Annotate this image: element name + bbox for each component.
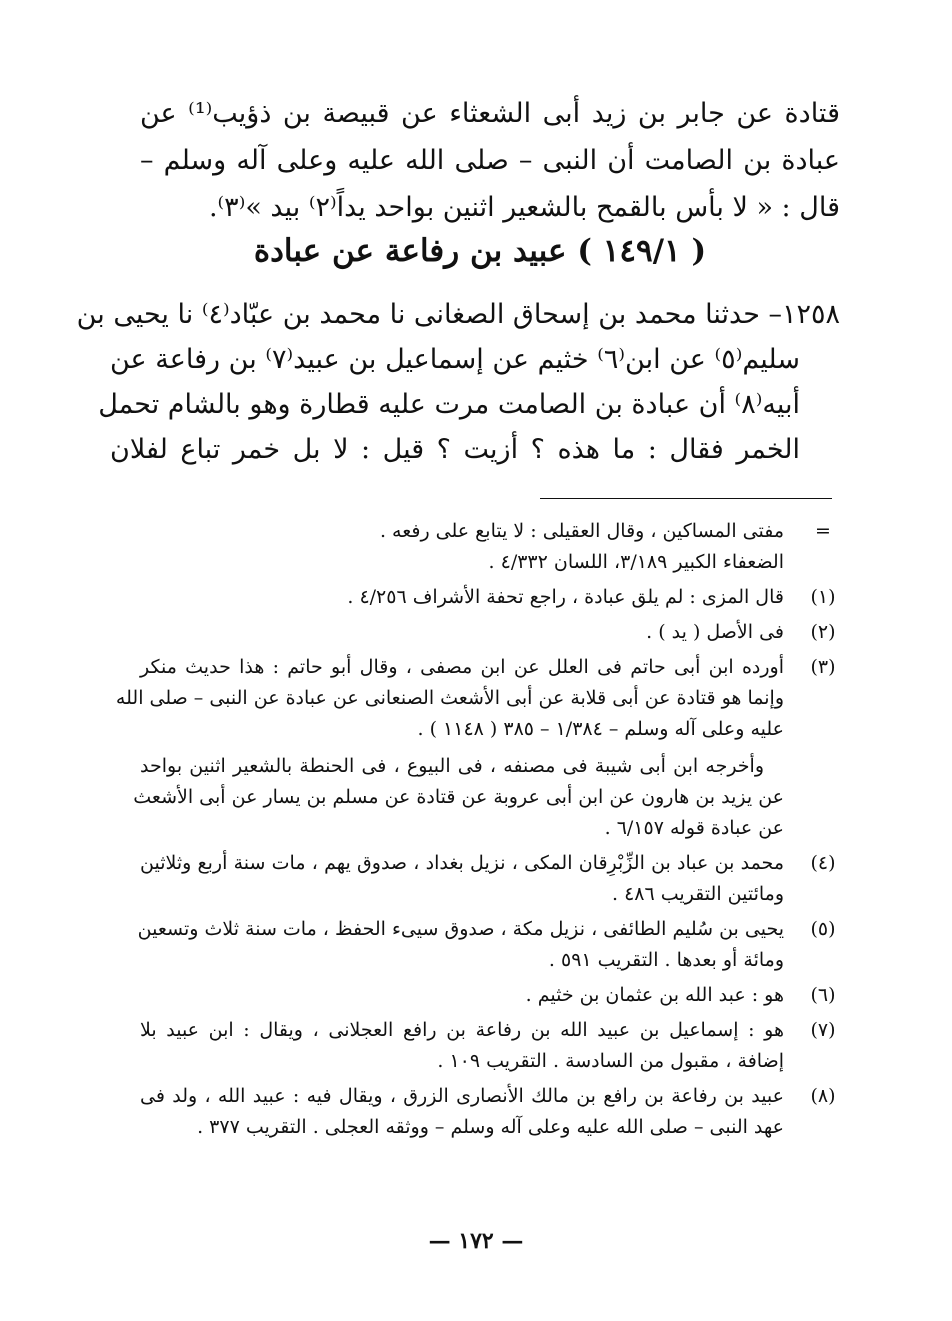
footnote-number: (٥) <box>810 918 836 940</box>
footnote-1 <box>140 582 840 613</box>
footnote-line: هو : إسماعيل بن عبيد الله بن رفاعة بن رافع العجلانى ، ويقال : ابن عبيد بلا <box>140 1019 784 1041</box>
text-line: قتادة عن جابر بن زيد أبى الشعثاء عن قبيصة بن ذؤيب⁽¹⁾ عن <box>140 98 840 129</box>
footnote-line: يحيى بن سُليم الطائفى ، نزيل مكة ، صدوق سيىء الحفظ ، مات سنة ثلاث وتسعين <box>137 918 784 940</box>
footnote-number: (٣) <box>810 656 836 678</box>
footnotes <box>115 516 840 1143</box>
footnote-number: (١) <box>810 586 836 608</box>
intro-text <box>140 90 840 231</box>
hadith-text <box>76 292 840 472</box>
page-number: — ١٧٢ — <box>428 1228 524 1254</box>
footnote-5 <box>137 914 840 976</box>
footnote-4 <box>140 848 840 910</box>
footnote-6 <box>140 980 840 1011</box>
footnote-divider <box>540 498 832 499</box>
footnote-number: (٨) <box>810 1085 836 1107</box>
text-line: سليم⁽٥⁾ عن ابن⁽٦⁾ خثيم عن إسماعيل بن عبيد⁽٧⁾ بن رفاعة عن <box>110 344 800 375</box>
footnote-line: ومائة أو بعدها . التقريب ٥٩١ . <box>548 949 784 971</box>
text-line: أبيه⁽٨⁾ أن عبادة بن الصامت مرت عليه قطارة وهو بالشام تحمل <box>98 389 800 420</box>
footnote-line: الضعفاء الكبير ٣/١٨٩، اللسان ٤/٣٣٢ . <box>488 551 784 573</box>
text-line: ١٢٥٨– حدثنا محمد بن إسحاق الصغانى نا محمد بن عبّاد⁽٤⁾ نا يحيى بن <box>76 299 840 330</box>
footnote-line: أورده ابن أبى حاتم فى العلل عن ابن مصفى ، وقال أبو حاتم : هذا حديث منكر <box>140 656 784 678</box>
text-line: قال : « لا بأس بالقمح بالشعير اثنين بواحد يداً⁽٢⁾ بيد »⁽٣⁾. <box>208 192 840 223</box>
footnote-line: وإنما هو قتادة عن أبى قلابة عن أبى الأشعث الصنعانى عن عبادة عن النبى – صلى الله <box>115 687 784 709</box>
footnote-line: عهد النبى – صلى الله عليه وعلى آله وسلم – ووثقه العجلى . التقريب ٣٧٧ . <box>197 1116 784 1138</box>
footnote-line: وأخرجه ابن أبى شيبة فى مصنفه ، فى البيوع ، فى الحنطة بالشعير اثنين بواحد <box>140 755 764 777</box>
footnote-number: (٦) <box>810 984 836 1006</box>
footnote-number: (٤) <box>810 852 836 874</box>
footnote-3 <box>115 652 840 844</box>
footnote-8 <box>140 1081 840 1143</box>
footnote-line: عليه وعلى آله وسلم – ١/٣٨٤ – ٣٨٥ ( ١١٤٨ ) . <box>417 718 784 740</box>
text-line: عبادة بن الصامت أن النبى – صلى الله عليه وعلى آله وسلم – <box>140 145 840 176</box>
footnote-number: (٧) <box>810 1019 836 1041</box>
footnote-2 <box>140 617 840 648</box>
footnote-line: إضافة ، مقبول من السادسة . التقريب ١٠٩ . <box>437 1050 784 1072</box>
footnote-line: عن يزيد بن هارون عن ابن أبى عروبة عن قتادة عن مسلم بن يسار عن أبى الأشعث <box>133 786 784 808</box>
footnote-line: محمد بن عباد بن الزِّبْرِقان المكى ، نزيل بغداد ، صدوق يهم ، مات سنة أربع وثلاثين <box>140 852 784 874</box>
footnote-continued <box>140 516 840 578</box>
footnote-line: ومائتين التقريب ٤٨٦ . <box>612 883 784 905</box>
footnote-line: عن عبادة قوله ٦/١٥٧ . <box>604 817 784 839</box>
footnote-line: فى الأصل ( يد ) . <box>646 621 784 643</box>
text-line: الخمر فقال : ما هذه ؟ أزيت ؟ قيل : لا بل خمر تباع لفلان <box>110 434 800 465</box>
footnote-line: مفتى المساكين ، وقال العقيلى : لا يتابع على رفعه . <box>379 520 784 542</box>
section-heading: ( ١٤٩/١ ) عبيد بن رفاعة عن عبادة <box>253 233 707 269</box>
footnote-line: هو : عبد الله بن عثمان بن خثيم . <box>525 984 784 1006</box>
footnote-number: = <box>815 520 831 542</box>
footnote-7 <box>140 1015 840 1077</box>
footnote-line: عبيد بن رفاعة بن رافع بن مالك الأنصارى الزرق ، ويقال فيه : عبيد الله ، ولد فى <box>140 1085 784 1107</box>
footnote-line: قال المزى : لم يلق عبادة ، راجع تحفة الأشراف ٤/٢٥٦ . <box>347 586 784 608</box>
footnote-number: (٢) <box>810 621 836 643</box>
